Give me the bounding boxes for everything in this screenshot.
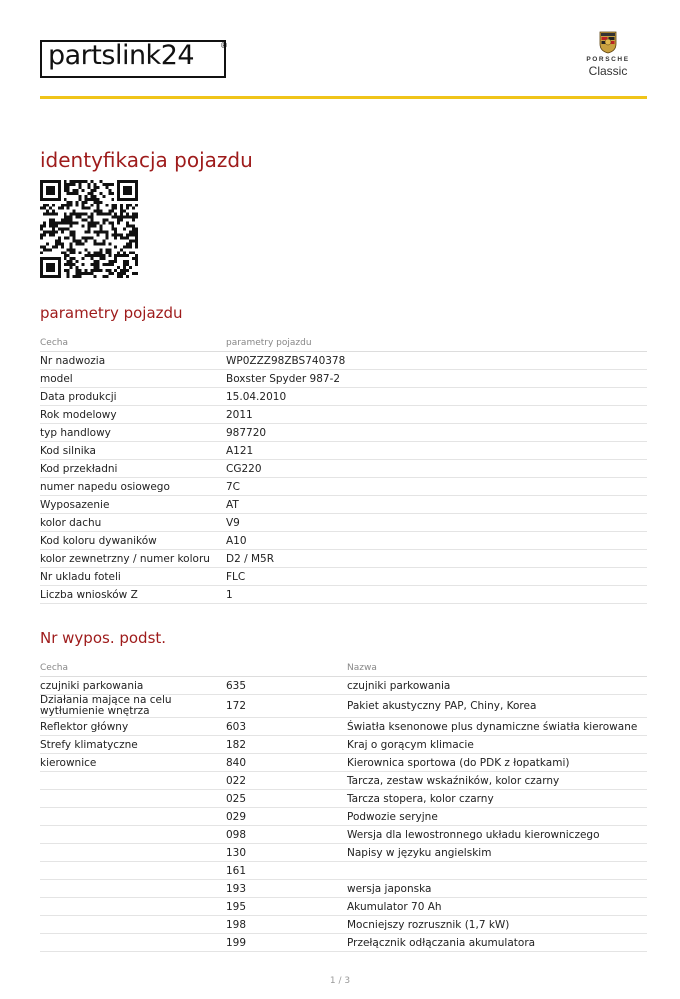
table-row <box>40 568 647 586</box>
table-header-row <box>40 659 647 677</box>
porsche-classic-logo <box>568 30 648 78</box>
equipment-code: 161 <box>226 862 347 880</box>
vehicle-params-table <box>40 334 647 604</box>
table-row <box>40 677 647 695</box>
page-number: 1 / 3 <box>329 976 351 986</box>
param-label: Data produkcji <box>40 388 226 406</box>
equipment-name: Napisy w języku angielskim <box>347 844 647 862</box>
header-divider <box>40 96 647 99</box>
equipment-name: Tarcza stopera, kolor czarny <box>347 790 647 808</box>
logo-registered-mark: ® <box>220 41 228 50</box>
param-label: Kod koloru dywaników <box>40 532 226 550</box>
table-row <box>40 862 647 880</box>
table-row <box>40 754 647 772</box>
equipment-code: 840 <box>226 754 347 772</box>
equipment-name: Kraj o gorącym klimacie <box>347 736 647 754</box>
table-row <box>40 695 647 718</box>
param-label: Nr nadwozia <box>40 352 226 370</box>
table-row <box>40 772 647 790</box>
param-label: Rok modelowy <box>40 406 226 424</box>
table-row <box>40 934 647 952</box>
table-row <box>40 478 647 496</box>
table-row <box>40 388 647 406</box>
param-value: Boxster Spyder 987-2 <box>226 370 647 388</box>
table-row <box>40 916 647 934</box>
logo-text: partslink24 <box>48 40 195 71</box>
equipment-category <box>40 934 226 952</box>
table-row <box>40 586 647 604</box>
param-value: WP0ZZZ98ZBS740378 <box>226 352 647 370</box>
param-label: Nr ukladu foteli <box>40 568 226 586</box>
table-row <box>40 424 647 442</box>
equipment-category: Reflektor główny <box>40 718 226 736</box>
table-row <box>40 532 647 550</box>
param-label: Liczba wniosków Z <box>40 586 226 604</box>
param-label: kolor dachu <box>40 514 226 532</box>
table-header-row <box>40 334 647 352</box>
equipment-category <box>40 916 226 934</box>
param-value: 7C <box>226 478 647 496</box>
equipment-code: 098 <box>226 826 347 844</box>
equipment-code: 182 <box>226 736 347 754</box>
table-row <box>40 880 647 898</box>
table-row <box>40 370 647 388</box>
param-value: CG220 <box>226 460 647 478</box>
param-value: AT <box>226 496 647 514</box>
equipment-code: 172 <box>226 695 347 718</box>
porsche-crest-icon <box>599 30 617 54</box>
equipment-name: Akumulator 70 Ah <box>347 898 647 916</box>
equipment-category <box>40 826 226 844</box>
porsche-brand-text: PORSCHE <box>586 56 630 63</box>
equipment-name: Wersja dla lewostronnego układu kierowniczego <box>347 826 647 844</box>
param-value: A10 <box>226 532 647 550</box>
equipment-name: wersja japonska <box>347 880 647 898</box>
equipment-category: kierownice <box>40 754 226 772</box>
equipment-category <box>40 808 226 826</box>
partslink24-logo <box>40 40 226 78</box>
table-row <box>40 514 647 532</box>
param-value: 15.04.2010 <box>226 388 647 406</box>
equipment-name: czujniki parkowania <box>347 677 647 695</box>
equipment-code: 022 <box>226 772 347 790</box>
equipment-name: Podwozie seryjne <box>347 808 647 826</box>
equipment-category: Strefy klimatyczne <box>40 736 226 754</box>
param-value: 2011 <box>226 406 647 424</box>
column-header-value: parametry pojazdu <box>226 334 647 352</box>
equipment-category <box>40 880 226 898</box>
param-label: Wyposazenie <box>40 496 226 514</box>
equipment-name: Kierownica sportowa (do PDK z łopatkami) <box>347 754 647 772</box>
equipment-code: 635 <box>226 677 347 695</box>
equipment-name: Pakiet akustyczny PAP, Chiny, Korea <box>347 695 647 718</box>
param-label: Kod przekładni <box>40 460 226 478</box>
equipment-code: 029 <box>226 808 347 826</box>
table-row <box>40 844 647 862</box>
param-label: numer napedu osiowego <box>40 478 226 496</box>
equipment-code: 130 <box>226 844 347 862</box>
table-row <box>40 790 647 808</box>
equipment-category <box>40 772 226 790</box>
param-value: A121 <box>226 442 647 460</box>
param-label: kolor zewnetrzny / numer koloru <box>40 550 226 568</box>
equipment-code: 193 <box>226 880 347 898</box>
table-row <box>40 442 647 460</box>
params-section-title: parametry pojazdu <box>40 304 183 322</box>
param-value: 987720 <box>226 424 647 442</box>
equipment-name: Tarcza, zestaw wskaźników, kolor czarny <box>347 772 647 790</box>
column-header-code <box>226 659 347 677</box>
table-row <box>40 460 647 478</box>
equipment-code: 603 <box>226 718 347 736</box>
table-row <box>40 736 647 754</box>
equipment-category <box>40 862 226 880</box>
page-header <box>0 0 680 100</box>
table-row <box>40 550 647 568</box>
equipment-category: czujniki parkowania <box>40 677 226 695</box>
param-label: Kod silnika <box>40 442 226 460</box>
param-value: V9 <box>226 514 647 532</box>
equipment-code: 199 <box>226 934 347 952</box>
equipment-category <box>40 790 226 808</box>
param-value: FLC <box>226 568 647 586</box>
column-header-feature: Cecha <box>40 659 226 677</box>
table-row <box>40 808 647 826</box>
equipment-category: Działania mające na celu wytłumienie wnętrza <box>40 695 226 718</box>
equipment-name: Przełącznik odłączania akumulatora <box>347 934 647 952</box>
equipment-code: 195 <box>226 898 347 916</box>
table-row <box>40 406 647 424</box>
table-row <box>40 496 647 514</box>
page-title: identyfikacja pojazdu <box>40 148 253 172</box>
table-row <box>40 352 647 370</box>
table-row <box>40 718 647 736</box>
equipment-category <box>40 844 226 862</box>
param-label: typ handlowy <box>40 424 226 442</box>
porsche-classic-text: Classic <box>588 64 628 78</box>
table-row <box>40 826 647 844</box>
qr-code-icon <box>40 180 138 278</box>
equipment-table <box>40 659 647 952</box>
equipment-name: Mocniejszy rozrusznik (1,7 kW) <box>347 916 647 934</box>
param-value: 1 <box>226 586 647 604</box>
equipment-code: 198 <box>226 916 347 934</box>
column-header-name: Nazwa <box>347 659 647 677</box>
equipment-code: 025 <box>226 790 347 808</box>
equipment-name <box>347 862 647 880</box>
param-label: model <box>40 370 226 388</box>
equipment-section-title: Nr wypos. podst. <box>40 629 167 647</box>
table-row <box>40 898 647 916</box>
equipment-category <box>40 898 226 916</box>
column-header-feature: Cecha <box>40 334 226 352</box>
param-value: D2 / M5R <box>226 550 647 568</box>
equipment-name: Światła ksenonowe plus dynamiczne światła kierowane <box>347 718 647 736</box>
